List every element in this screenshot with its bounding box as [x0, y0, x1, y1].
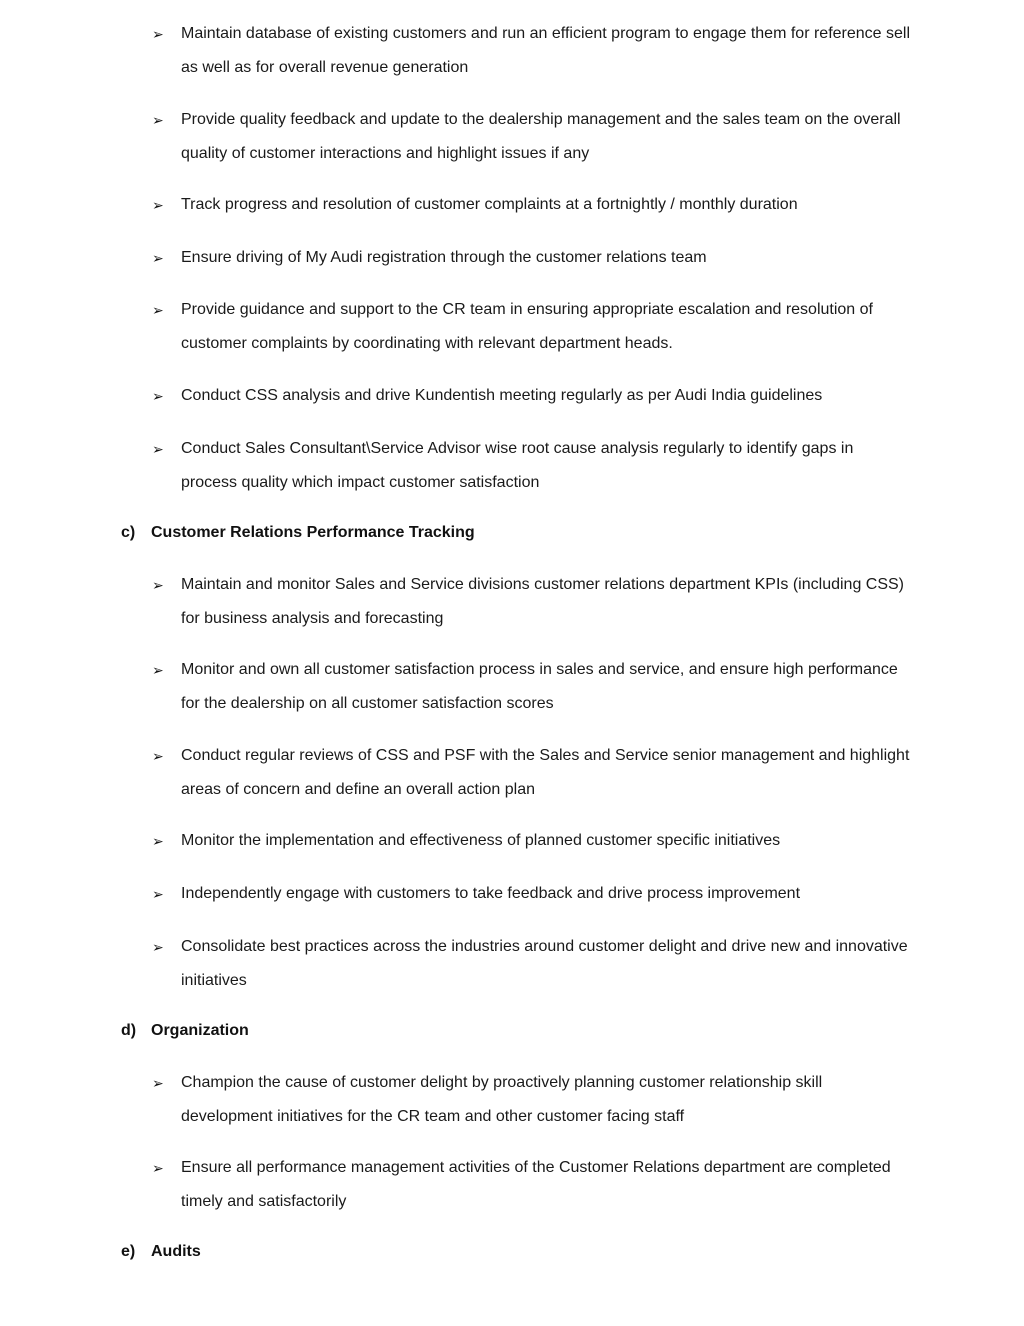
list-item	[152, 188, 912, 222]
arrow-bullet-icon: ➢	[152, 1075, 164, 1091]
list-item-text: Maintain database of existing customers and run an efficient program to engage them for reference sell as well as for overall revenue generation	[181, 25, 911, 76]
arrow-bullet-icon: ➢	[152, 26, 164, 42]
list-item-text: Track progress and resolution of customer complaints at a fortnightly / monthly duration	[181, 196, 798, 213]
arrow-bullet-icon: ➢	[152, 939, 164, 955]
section-letter: c)	[121, 524, 136, 541]
arrow-bullet-icon: ➢	[152, 388, 164, 404]
arrow-bullet-icon: ➢	[152, 250, 164, 266]
list-item	[152, 1066, 912, 1134]
list-item-text: Conduct CSS analysis and drive Kundentish meeting regularly as per Audi India guidelines	[181, 387, 823, 404]
section-heading	[121, 1240, 901, 1264]
section-heading	[121, 1019, 901, 1043]
list-item	[152, 653, 912, 721]
list-item-text: Conduct Sales Consultant\Service Advisor wise root cause analysis regularly to identify gaps in process quality which impact customer satisfaction	[181, 440, 854, 491]
list-item-text: Provide quality feedback and update to the dealership management and the sales team on the overall quality of customer interactions and highlight issues if any	[181, 111, 901, 162]
arrow-bullet-icon: ➢	[152, 833, 164, 849]
list-item-text: Provide guidance and support to the CR team in ensuring appropriate escalation and resolution of customer complaints by coordinating with relevant department heads.	[181, 301, 873, 352]
section-heading	[121, 521, 901, 545]
list-item-text: Ensure driving of My Audi registration through the customer relations team	[181, 249, 707, 266]
list-item	[152, 568, 912, 636]
arrow-bullet-icon: ➢	[152, 1160, 164, 1176]
section-title: Organization	[151, 1022, 249, 1039]
list-item-text: Monitor and own all customer satisfaction process in sales and service, and ensure high performance for the dealership on all customer satisfaction scores	[181, 661, 898, 712]
list-item-text: Ensure all performance management activities of the Customer Relations department are completed timely and satisfactorily	[181, 1159, 891, 1210]
list-item	[152, 930, 912, 998]
list-item	[152, 432, 912, 500]
list-item-text: Independently engage with customers to take feedback and drive process improvement	[181, 885, 801, 902]
list-item-text: Monitor the implementation and effectiveness of planned customer specific initiatives	[181, 832, 781, 849]
arrow-bullet-icon: ➢	[152, 662, 164, 678]
arrow-bullet-icon: ➢	[152, 577, 164, 593]
arrow-bullet-icon: ➢	[152, 302, 164, 318]
arrow-bullet-icon: ➢	[152, 197, 164, 213]
list-item	[152, 293, 912, 361]
list-item	[152, 824, 912, 858]
section-letter: e)	[121, 1243, 136, 1260]
section-title: Customer Relations Performance Tracking	[151, 524, 475, 541]
arrow-bullet-icon: ➢	[152, 886, 164, 902]
list-item-text: Champion the cause of customer delight by proactively planning customer relationship skill development initiatives for the CR team and other customer facing staff	[181, 1074, 823, 1125]
section-title: Audits	[151, 1243, 201, 1260]
list-item-text: Consolidate best practices across the industries around customer delight and drive new and innovative initiatives	[181, 938, 908, 989]
list-item	[152, 379, 912, 413]
section-letter: d)	[121, 1022, 137, 1039]
list-item	[152, 1151, 912, 1219]
list-item-text: Conduct regular reviews of CSS and PSF with the Sales and Service senior management and highlight areas of concern and define an overall action plan	[181, 747, 910, 798]
arrow-bullet-icon: ➢	[152, 748, 164, 764]
arrow-bullet-icon: ➢	[152, 112, 164, 128]
list-item	[152, 877, 912, 911]
list-item	[152, 241, 912, 275]
arrow-bullet-icon: ➢	[152, 441, 164, 457]
list-item	[152, 739, 912, 807]
list-item	[152, 103, 912, 171]
list-item-text: Maintain and monitor Sales and Service divisions customer relations department KPIs (including CSS) for business analysis and forecasting	[181, 576, 905, 627]
list-item	[152, 17, 912, 85]
